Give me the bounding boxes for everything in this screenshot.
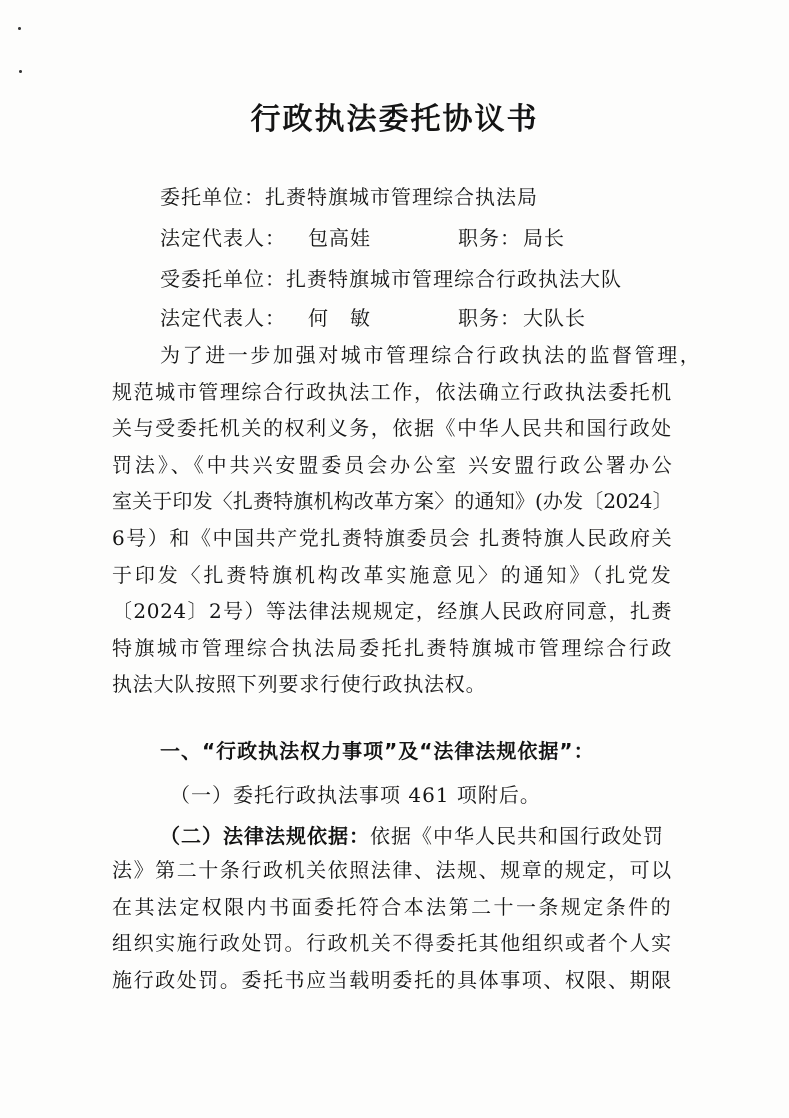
duty-label: 职务： — [458, 226, 521, 250]
paragraph-line: 组织实施行政处罚。行政机关不得委托其他组织或者个人实 — [112, 931, 672, 956]
item-2-first-line — [160, 820, 664, 849]
paragraph-line: 特旗城市管理综合执法局委托扎赉特旗城市管理综合行政 — [112, 635, 672, 660]
paragraph-line: 在其法定权限内书面委托符合本法第二十一条规定条件的 — [112, 894, 672, 919]
paragraph-line: 为了进一步加强对城市管理综合行政执法的监督管理， — [160, 343, 703, 367]
paragraph-line: 6号）和《中国共产党扎赉特旗委员会 扎赉特旗人民政府关 — [112, 525, 672, 550]
entrusted-unit-line — [160, 263, 622, 292]
representative-label: 法定代表人： — [160, 226, 286, 250]
paragraph-line: 施行政处罚。委托书应当载明委托的具体事项、权限、期限 — [112, 967, 672, 992]
item-1: （一）委托行政执法事项 461 项附后。 — [170, 783, 541, 807]
document-title: 行政执法委托协议书 — [250, 102, 539, 137]
scan-speck — [19, 70, 22, 73]
duty-label: 职务： — [458, 306, 521, 330]
paragraph-line: 法》第二十条行政机关依照法律、法规、规章的规定，可以 — [112, 858, 672, 882]
scan-speck — [18, 27, 21, 30]
entrusted-unit-label: 受委托单位： — [160, 267, 286, 291]
entrusting-unit-label: 委托单位： — [160, 185, 265, 209]
paragraph-line: 关与受委托机关的权利义务，依据《中华人民共和国行政处 — [112, 416, 672, 441]
duty-value: 局长 — [523, 226, 565, 250]
item-2-text: 依据《中华人民共和国行政处罚 — [370, 824, 664, 848]
paragraph-line: 于印发〈扎赉特旗机构改革实施意见〉的通知》（扎党发 — [112, 562, 672, 587]
duty-value: 大队长 — [523, 306, 586, 330]
paragraph-line: 〔2024〕2号）等法律法规规定，经旗人民政府同意，扎赉 — [112, 599, 672, 624]
paragraph-line: 执法大队按照下列要求行使行政执法权。 — [112, 672, 487, 697]
representative-line-2 — [160, 302, 586, 331]
duty-group — [458, 222, 565, 251]
entrusting-unit-value: 扎赉特旗城市管理综合执法局 — [265, 185, 538, 209]
paragraph-line: 规范城市管理综合行政执法工作，依法确立行政执法委托机 — [112, 379, 672, 404]
entrusted-unit-value: 扎赉特旗城市管理综合行政执法大队 — [286, 267, 622, 291]
entrusting-unit-line — [160, 181, 538, 210]
duty-group — [458, 302, 586, 331]
preamble-paragraph — [112, 337, 703, 703]
representative-line-1 — [160, 222, 565, 251]
item-2-lead: （二）法律法规依据： — [160, 824, 370, 848]
paragraph-line: 室关于印发〈扎赉特旗机构改革方案〉的通知》(办发〔2024〕 — [112, 489, 672, 514]
representative-label: 法定代表人： — [160, 306, 286, 330]
item-2-paragraph — [112, 852, 672, 998]
representative-name: 何 敏 — [308, 306, 371, 330]
paragraph-line: 罚法》、《中共兴安盟委员会办公室 兴安盟行政公署办公 — [112, 452, 672, 477]
representative-name: 包高娃 — [308, 226, 371, 250]
section-heading: 一、“行政执法权力事项”及“法律法规依据”： — [160, 739, 595, 763]
